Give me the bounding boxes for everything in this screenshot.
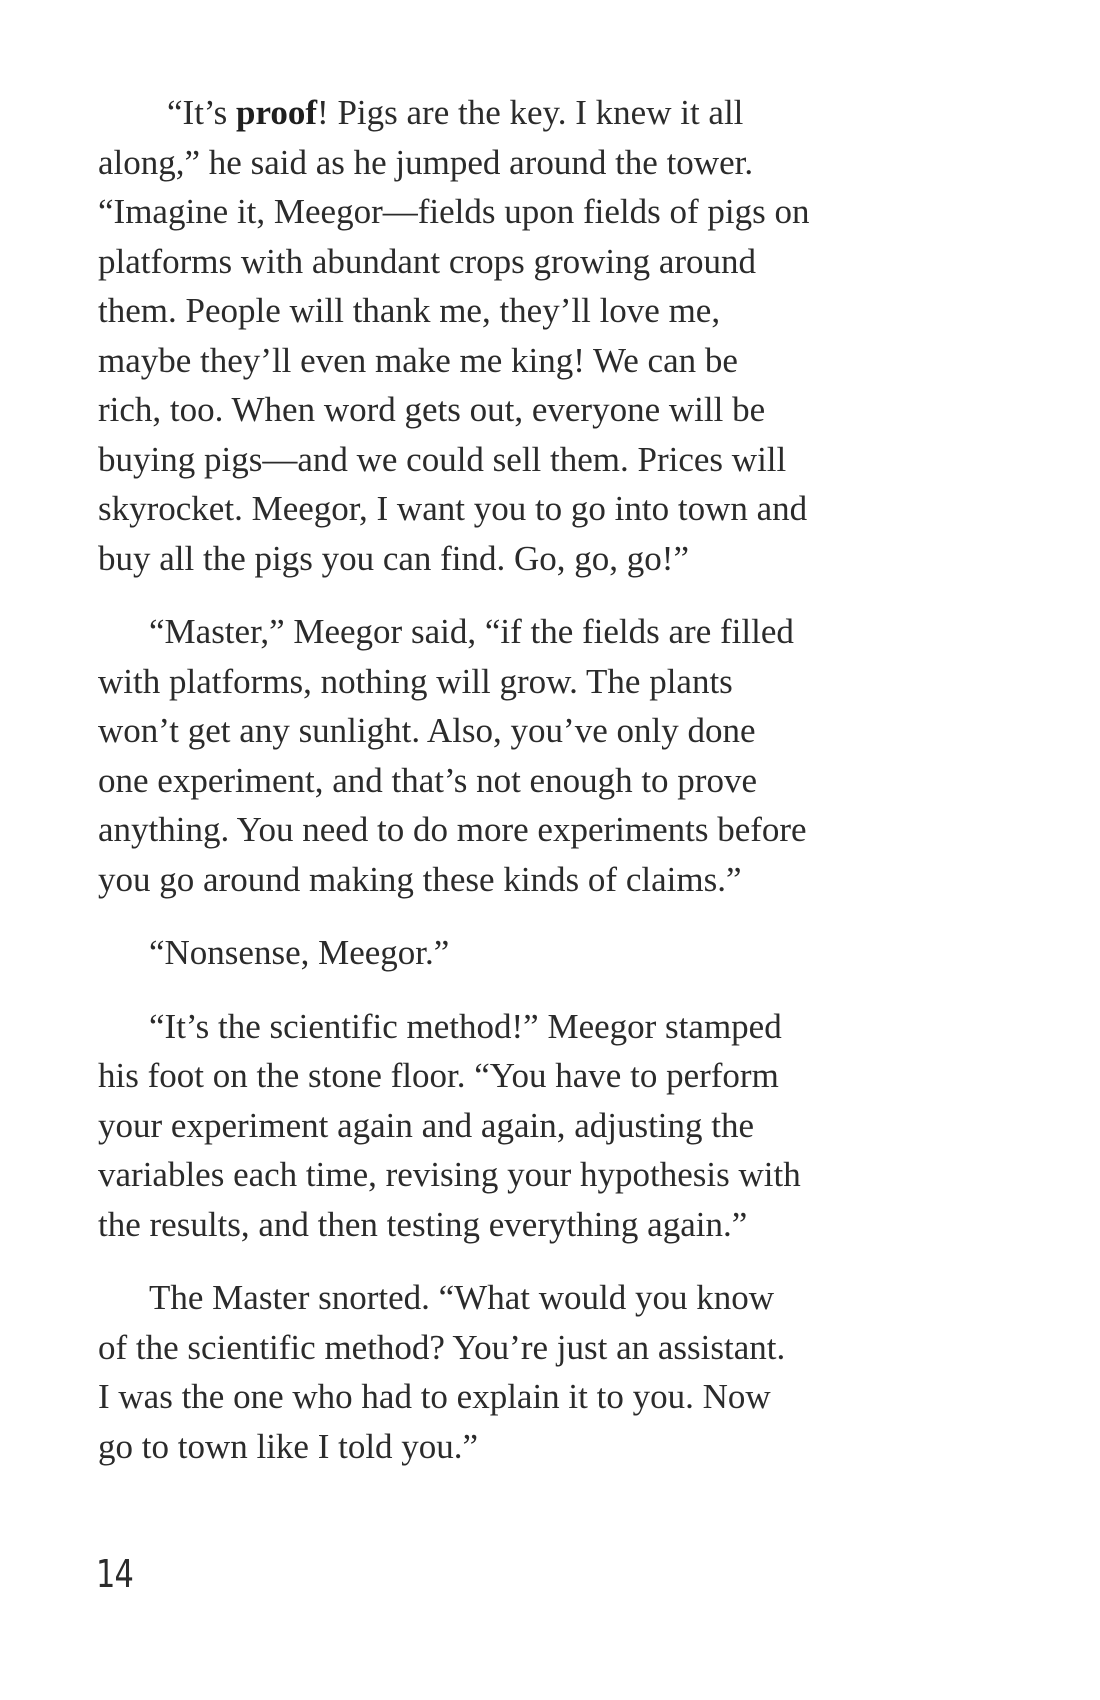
text-line: them. People will thank me, they’ll love me, [98,291,721,330]
text-line: anything. You need to do more experiments before [98,810,807,849]
text-line: “Master,” Meegor said, “if the fields are filled [149,612,794,651]
text-line: won’t get any sunlight. Also, you’ve only done [98,711,756,750]
text-line: maybe they’ll even make me king! We can be [98,340,738,380]
text-line: skyrocket. Meegor, I want you to go into town and [98,489,808,528]
text-line: your experiment again and again, adjusting the [98,1105,755,1145]
text-line: The Master snorted. “What would you know [149,1278,774,1317]
text-line: I was the one who had to explain it to you. Now [98,1377,771,1416]
text-line: his foot on the stone floor. “You have to perform [98,1056,779,1095]
text-line: platforms with abundant crops growing around [98,241,757,281]
text-line: “Imagine it, Meegor—fields upon fields of pigs on [98,192,810,231]
text-line: buying pigs—and we could sell them. Prices will [98,439,787,479]
emphasis-proof: proof [236,93,318,132]
text-line: you go around making these kinds of claims.” [98,859,742,899]
story-text [98,88,938,1495]
text-line [98,88,938,138]
line-1-after: ! Pigs are the key. I knew it all [317,93,744,132]
text-line: of the scientific method? You’re just an assistant. [98,1327,786,1367]
page-number: 14 [96,1552,134,1596]
paragraph-2 [98,607,938,904]
text-line: go to town like I told you.” [98,1426,479,1466]
paragraph-1 [98,88,938,583]
text-line: “Nonsense, Meegor.” [149,933,450,972]
paragraph-4 [98,1002,938,1250]
text-line: along,” he said as he jumped around the tower. [98,142,754,182]
paragraph-5 [98,1273,938,1471]
paragraph-3 [98,928,938,978]
text-line: variables each time, revising your hypothesis with [98,1155,801,1194]
text-line: one experiment, and that’s not enough to prove [98,760,758,800]
text-line: the results, and then testing everything again.” [98,1204,748,1244]
text-line: buy all the pigs you can find. Go, go, go!” [98,538,690,578]
text-line: with platforms, nothing will grow. The plants [98,661,733,701]
text-line: “It’s the scientific method!” Meegor stamped [149,1006,782,1046]
line-1-before: “It’s [167,93,237,132]
text-line: rich, too. When word gets out, everyone will be [98,390,766,429]
